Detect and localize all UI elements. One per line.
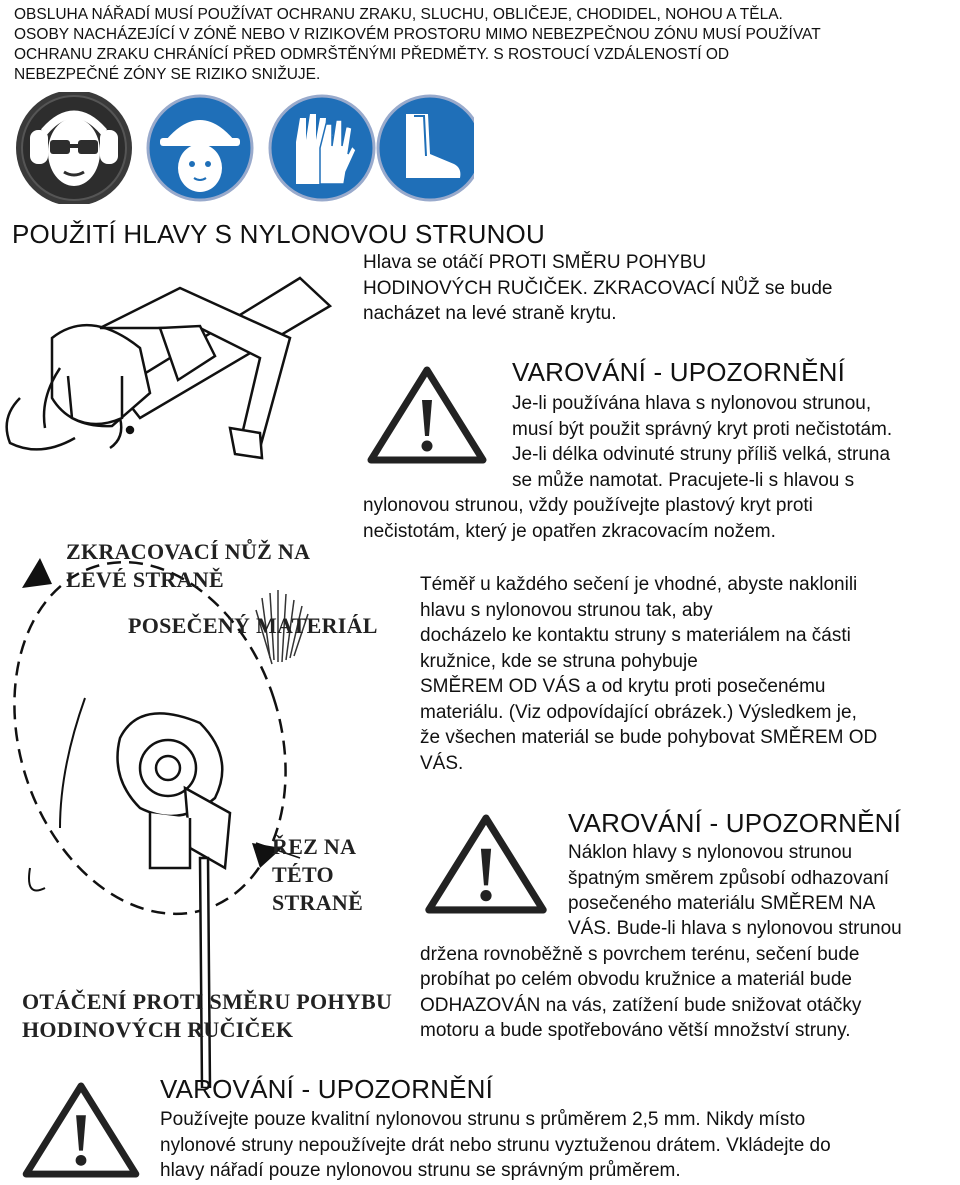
warning-text: Je-li používána hlava s nylonovou strunou, musí být použit správný kryt proti nečistotám. Je-li délka odvinuté struny příliš velká, struna se může namotat. Pracujete-li s hlavou s <box>512 393 893 491</box>
helmet-icon <box>148 96 252 200</box>
trimmer-illustration <box>0 268 430 1088</box>
label-rotation: OTÁČENÍ PROTI SMĚRU POHYBU HODINOVÝCH RUČIČEK <box>22 989 393 1042</box>
warning-triangle-icon <box>22 1082 140 1178</box>
intro-text: OBSLUHA NÁŘADÍ MUSÍ POUŽÍVAT OCHRANU ZRAKU, SLUCHU, OBLIČEJE, CHODIDEL, NOHOU A TĚLA. OSOBY NACHÁZEJÍCÍ V ZÓNĚ NEBO V RIZIKOVÉM PROSTORU MIMO NEBEZPEČNOU ZÓNU MUSÍ POUŽÍVAT OCHRANU ZRAKU CHRÁNÍCÍ PŘED ODMRŠTĚNÝMI PŘEDMĚTY. S ROSTOUCÍ VZDÁLENOSTÍ OD NEBEZPEČNÉ ZÓNY SE RIZIKO SNIŽUJE. <box>14 6 821 83</box>
warning-text-wide: nylonovou strunou, vždy používejte plastový kryt proti nečistotám, který je opatřen zkracovacím nožem. <box>363 495 813 542</box>
warning-title: VAROVÁNÍ - UPOZORNĚNÍ <box>160 1074 494 1104</box>
rotation-note: Hlava se otáčí PROTI SMĚRU POHYBU HODINOVÝCH RUČIČEK. ZKRACOVACÍ NŮŽ se bude nacházet na levé straně krytu. <box>363 252 833 324</box>
warning-triangle-icon <box>367 366 487 464</box>
eye-ear-protection-icon <box>16 92 132 204</box>
warning-triangle-icon <box>424 814 548 914</box>
section-title: POUŽITÍ HLAVY S NYLONOVOU STRUNOU <box>12 219 545 249</box>
warning-title: VAROVÁNÍ - UPOZORNĚNÍ <box>512 357 846 387</box>
gloves-icon <box>270 96 374 200</box>
boots-icon <box>378 96 474 200</box>
warning-text: Používejte pouze kvalitní nylonovou strunu s průměrem 2,5 mm. Nikdy místo nylonové struny nepoužívejte drát nebo strunu vyztuženou drátem. Vkládejte do hlavy nářadí pouze nylonovou strunu se správným průměrem. <box>160 1109 831 1181</box>
warning-text: Náklon hlavy s nylonovou strunou špatným směrem způsobí odhazovaní posečeného materiálu SMĚREM NA <box>568 842 890 914</box>
label-cutter-left: ZKRACOVACÍ NŮŽ NA LEVÉ STRANĚ <box>66 539 311 592</box>
warning-text-wide: VÁS. Bude-li hlava s nylonovou strunou držena rovnoběžně s povrchem terénu, sečení bude probíhat po celém obvodu kružnice a materiál bude ODHAZOVÁN na vás, zatížení bude snižovat otáčky motoru a bude spotřebováno větší množství struny. <box>420 918 902 1041</box>
warning-title: VAROVÁNÍ - UPOZORNĚNÍ <box>568 808 902 838</box>
label-cut-material: POSEČENÝ MATERIÁL <box>128 613 378 638</box>
tilt-paragraph: Téměř u každého sečení je vhodné, abyste naklonili hlavu s nylonovou strunou tak, aby docházelo ke kontaktu struny s materiálem na části kružnice, kde se struna pohybuje SMĚREM OD VÁS a od krytu proti posečenému materiálu. (Viz odpovídající obrázek.) Výsledkem je, že všechen materiál se bude pohybovat SMĚREM OD VÁS. <box>420 574 878 774</box>
safety-signs <box>14 92 474 204</box>
label-cut-side: ŘEZ NA TÉTO STRANĚ <box>272 834 364 915</box>
